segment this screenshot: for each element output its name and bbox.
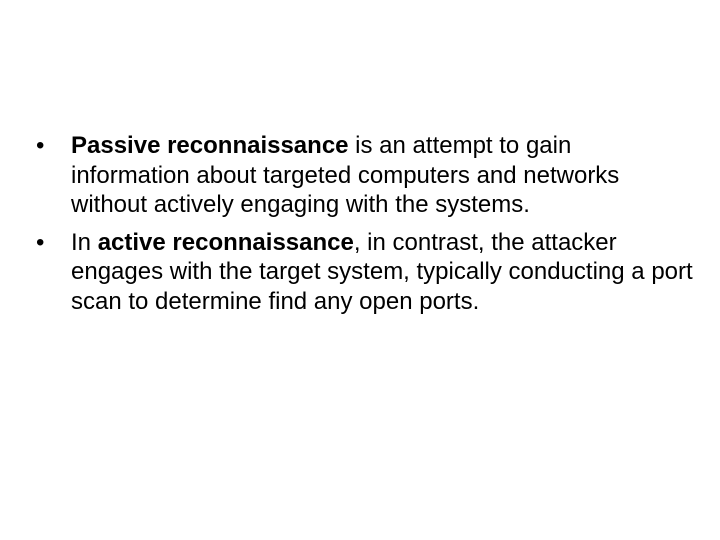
bullet-term-passive: Passive reconnaissance: [71, 132, 349, 159]
bullet-text-active: , in contrast, the attacker engages with the target system, typically conducting a port scan to determine find any open ports.: [71, 228, 693, 315]
bullet-prefix-active: In: [71, 228, 98, 256]
bullet-passive-reconnaissance: [36, 131, 696, 220]
bullet-term-active: active reconnaissance: [97, 228, 354, 256]
bullet-marker: •: [36, 228, 45, 256]
bullet-text-passive: is an attempt to gain information about targeted computers and networks without actively engaging with the systems.: [71, 132, 620, 218]
bullet-active-reconnaissance: [36, 228, 696, 317]
bullet-list: [36, 131, 696, 324]
bullet-marker: •: [36, 132, 45, 159]
